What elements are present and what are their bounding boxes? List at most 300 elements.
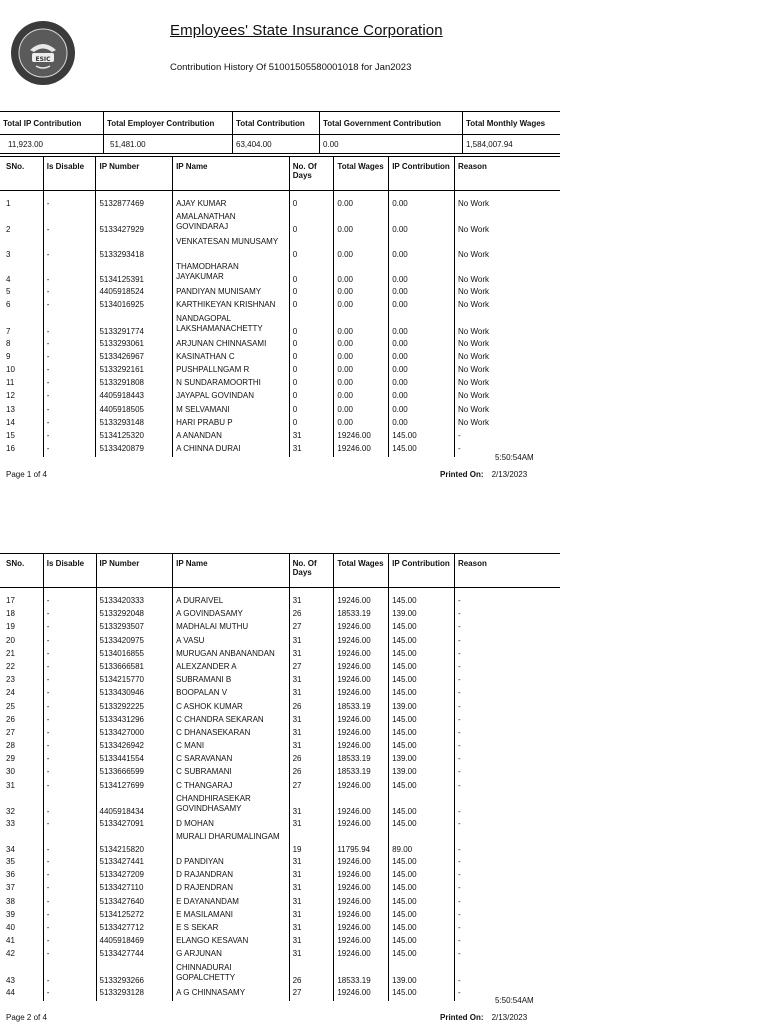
column-header: IP Number xyxy=(96,554,173,588)
spacer-cell xyxy=(96,191,173,200)
table-cell: 5134125272 xyxy=(96,910,173,923)
table-spacer-row xyxy=(0,191,560,200)
table-row xyxy=(0,649,560,662)
table-cell: 31 xyxy=(289,431,334,444)
table-cell: - xyxy=(454,596,560,609)
table-cell: C THANGARAJ xyxy=(173,781,289,794)
table-cell: 5134215820 xyxy=(96,832,173,857)
column-header: IP Contribution xyxy=(389,157,455,191)
table-cell: 31 xyxy=(289,596,334,609)
table-cell: 0.00 xyxy=(389,378,455,391)
totals-value: 63,404.00 xyxy=(233,135,320,154)
table-row xyxy=(0,781,560,794)
table-cell: - xyxy=(454,819,560,832)
table-cell: C MANI xyxy=(173,741,289,754)
table-cell: 0.00 xyxy=(389,314,455,339)
table-cell: 19 xyxy=(289,832,334,857)
table-row xyxy=(0,715,560,728)
table-cell: 5133427929 xyxy=(96,212,173,237)
table-cell: - xyxy=(43,596,96,609)
spacer-cell xyxy=(289,191,334,200)
table-cell: 20 xyxy=(6,635,15,645)
table-cell: 36 xyxy=(6,870,15,880)
table-cell: - xyxy=(43,622,96,635)
table-cell: 5134016925 xyxy=(96,300,173,313)
table-cell: 18533.19 xyxy=(334,609,389,622)
table-cell: 10 xyxy=(6,364,15,374)
table-cell: 31 xyxy=(289,715,334,728)
table-cell: 89.00 xyxy=(389,832,455,857)
column-header: No. Of Days xyxy=(289,554,334,588)
table-cell: 5133420975 xyxy=(96,636,173,649)
table-cell: - xyxy=(43,688,96,701)
table-cell: 19246.00 xyxy=(334,910,389,923)
table-cell: - xyxy=(43,897,96,910)
table-cell: - xyxy=(454,832,560,857)
table-cell: PANDIYAN MUNISAMY xyxy=(173,287,290,300)
table-cell: 0.00 xyxy=(389,287,455,300)
table-cell: - xyxy=(43,923,96,936)
table-cell: 5132877469 xyxy=(96,199,173,212)
table-cell: 28 xyxy=(6,741,15,751)
table-cell: KASINATHAN C xyxy=(173,352,290,365)
table-cell: 27 xyxy=(289,781,334,794)
table-cell: 5133426942 xyxy=(96,741,173,754)
totals-value: 51,481.00 xyxy=(104,135,233,154)
table-cell: - xyxy=(43,391,96,404)
table-cell: 145.00 xyxy=(389,431,455,444)
table-cell: 0 xyxy=(289,352,334,365)
table-cell: 19246.00 xyxy=(334,636,389,649)
table-cell: 0.00 xyxy=(334,352,389,365)
table-cell: 19246.00 xyxy=(334,949,389,962)
totals-header: Total Government Contribution xyxy=(320,112,463,135)
table-cell: 5133293507 xyxy=(96,622,173,635)
column-header: Total Wages xyxy=(334,554,389,588)
table-cell: - xyxy=(455,431,560,444)
printed-on-label: Printed On: xyxy=(440,1013,484,1022)
table-cell: CHINNADURAI GOPALCHETTY xyxy=(173,963,289,988)
table-cell: 19246.00 xyxy=(334,794,389,819)
table-cell: 8 xyxy=(6,338,11,348)
table-cell: 26 xyxy=(289,767,334,780)
table-cell: 34 xyxy=(6,845,15,854)
table-cell: 18533.19 xyxy=(334,702,389,715)
table-cell: E MASILAMANI xyxy=(173,910,289,923)
column-header: SNo. xyxy=(0,554,43,588)
table-cell: 19246.00 xyxy=(334,741,389,754)
printed-on xyxy=(440,1013,527,1022)
table-cell: - xyxy=(454,857,560,870)
table-cell: - xyxy=(454,622,560,635)
table-cell: 4405918434 xyxy=(96,794,173,819)
totals-header: Total Contribution xyxy=(233,112,320,135)
table-cell: - xyxy=(454,767,560,780)
table-cell: - xyxy=(43,883,96,896)
table-row xyxy=(0,897,560,910)
table-cell: 5133293266 xyxy=(96,963,173,988)
table-cell: 0.00 xyxy=(334,378,389,391)
table-cell: 27 xyxy=(289,662,334,675)
table-cell: 145.00 xyxy=(389,662,455,675)
table-cell: NANDAGOPAL LAKSHAMANACHETTY xyxy=(173,314,290,339)
table-row xyxy=(0,883,560,896)
table-cell: 30 xyxy=(6,767,15,777)
table-cell: 0.00 xyxy=(334,405,389,418)
table-cell: SUBRAMANI B xyxy=(173,675,289,688)
table-cell: No Work xyxy=(455,199,560,212)
table-cell: 0.00 xyxy=(389,212,455,237)
table-cell: C SUBRAMANI xyxy=(173,767,289,780)
table-row xyxy=(0,688,560,701)
totals-header: Total Employer Contribution xyxy=(104,112,233,135)
table-cell: 5133427209 xyxy=(96,870,173,883)
column-header: SNo. xyxy=(0,157,43,191)
table-cell: 31 xyxy=(289,910,334,923)
table-cell: 26 xyxy=(289,702,334,715)
spacer-cell xyxy=(0,588,43,597)
table-row xyxy=(0,596,560,609)
table-cell: 0 xyxy=(289,378,334,391)
totals-table xyxy=(0,111,560,154)
table-cell: 145.00 xyxy=(389,715,455,728)
table-cell: 16 xyxy=(6,444,15,454)
table-cell: 31 xyxy=(289,794,334,819)
table-cell: No Work xyxy=(455,314,560,339)
table-cell: 14 xyxy=(6,417,15,427)
table-cell: 145.00 xyxy=(389,870,455,883)
table-cell: 42 xyxy=(6,949,15,959)
table-cell: 145.00 xyxy=(389,444,455,457)
table-cell: 15 xyxy=(6,430,15,440)
table-cell: - xyxy=(454,754,560,767)
table-cell: 18533.19 xyxy=(334,754,389,767)
table-cell: 9 xyxy=(6,351,11,361)
table-cell: 0.00 xyxy=(389,352,455,365)
table-cell: - xyxy=(43,378,96,391)
table-row xyxy=(0,870,560,883)
table-cell: - xyxy=(43,963,96,988)
table-cell: 19246.00 xyxy=(334,688,389,701)
column-header: Total Wages xyxy=(334,157,389,191)
table-cell: 19246.00 xyxy=(334,819,389,832)
table-cell: 145.00 xyxy=(389,949,455,962)
table-cell: 25 xyxy=(6,701,15,711)
table-cell: 4405918524 xyxy=(96,287,173,300)
table-cell: 11 xyxy=(6,378,15,388)
table-cell: 31 xyxy=(289,857,334,870)
table-cell: 2 xyxy=(6,225,11,235)
table-cell: - xyxy=(454,636,560,649)
table-row xyxy=(0,767,560,780)
table-cell: No Work xyxy=(455,378,560,391)
table-cell: No Work xyxy=(455,391,560,404)
table-cell: 0.00 xyxy=(389,339,455,352)
table-cell: 44 xyxy=(6,987,15,997)
table-cell: 0.00 xyxy=(334,314,389,339)
table-cell: 26 xyxy=(289,754,334,767)
table-cell: - xyxy=(43,287,96,300)
table-cell: 145.00 xyxy=(389,883,455,896)
table-cell: 145.00 xyxy=(389,596,455,609)
table-cell: 31 xyxy=(289,923,334,936)
table-cell: 27 xyxy=(289,988,334,1001)
table-row xyxy=(0,365,560,378)
table-cell: AJAY KUMAR xyxy=(173,199,290,212)
table-cell: - xyxy=(454,936,560,949)
table-row xyxy=(0,199,560,212)
table-row xyxy=(0,741,560,754)
table-cell: 0.00 xyxy=(334,365,389,378)
table-cell: No Work xyxy=(455,287,560,300)
table-cell: 0 xyxy=(289,405,334,418)
spacer-cell xyxy=(96,588,173,597)
table-row xyxy=(0,339,560,352)
table-cell: 31 xyxy=(289,444,334,457)
table-cell: HARI PRABU P xyxy=(173,418,290,431)
table-cell: 0 xyxy=(289,212,334,237)
table-cell: - xyxy=(454,794,560,819)
table-cell: - xyxy=(454,715,560,728)
table-row xyxy=(0,754,560,767)
table-cell: - xyxy=(455,444,560,457)
totals-value: 0.00 xyxy=(320,135,463,154)
table-cell: No Work xyxy=(455,339,560,352)
table-cell: 31 xyxy=(6,780,15,790)
table-row xyxy=(0,622,560,635)
table-cell: 5134215770 xyxy=(96,675,173,688)
column-header: IP Name xyxy=(173,157,290,191)
table-body xyxy=(0,191,560,458)
table-cell: 5133431296 xyxy=(96,715,173,728)
table-cell: No Work xyxy=(455,418,560,431)
table-cell: 22 xyxy=(6,661,15,671)
table-cell: 19246.00 xyxy=(334,857,389,870)
table-cell: CHANDHIRASEKAR GOVINDHASAMY xyxy=(173,794,289,819)
spacer-cell xyxy=(0,191,43,200)
table-cell: MURUGAN ANBANANDAN xyxy=(173,649,289,662)
table-cell: - xyxy=(454,728,560,741)
table-cell: - xyxy=(43,636,96,649)
table-cell: 0.00 xyxy=(389,199,455,212)
spacer-cell xyxy=(334,588,389,597)
totals-header-row xyxy=(0,112,560,135)
printed-on-date: 2/13/2023 xyxy=(491,1013,528,1022)
spacer-cell xyxy=(389,588,455,597)
table-cell: 5 xyxy=(6,287,11,297)
table-cell: No Work xyxy=(455,352,560,365)
table-cell: D RAJENDRAN xyxy=(173,883,289,896)
column-header: Is Disable xyxy=(43,157,96,191)
table-cell: - xyxy=(43,314,96,339)
table-cell: 21 xyxy=(6,648,15,658)
table-cell: 40 xyxy=(6,922,15,932)
table-cell: 0 xyxy=(289,237,334,262)
table-cell: No Work xyxy=(455,262,560,287)
table-cell: JAYAPAL GOVINDAN xyxy=(173,391,290,404)
table-cell: - xyxy=(454,781,560,794)
table-cell: 19246.00 xyxy=(334,870,389,883)
table-cell: 3 xyxy=(6,250,11,260)
printed-on-label: Printed On: xyxy=(440,470,484,479)
table-row xyxy=(0,287,560,300)
table-cell: 0.00 xyxy=(334,199,389,212)
table-cell: - xyxy=(454,949,560,962)
table-row xyxy=(0,237,560,262)
table-cell: - xyxy=(43,767,96,780)
table-cell: 5133292048 xyxy=(96,609,173,622)
table-cell: 139.00 xyxy=(389,767,455,780)
table-cell: No Work xyxy=(455,300,560,313)
table-row xyxy=(0,212,560,237)
table-cell: 145.00 xyxy=(389,781,455,794)
table-cell: 5133426967 xyxy=(96,352,173,365)
table-cell: 38 xyxy=(6,896,15,906)
table-cell: 5134125391 xyxy=(96,262,173,287)
table-cell: 19246.00 xyxy=(334,675,389,688)
table-cell: 41 xyxy=(6,936,15,946)
table-cell: 19246.00 xyxy=(334,988,389,1001)
table-cell: - xyxy=(43,832,96,857)
table-cell: 7 xyxy=(6,326,11,336)
table-cell: 145.00 xyxy=(389,923,455,936)
table-cell: C SARAVANAN xyxy=(173,754,289,767)
table-row xyxy=(0,675,560,688)
table-row xyxy=(0,391,560,404)
table-cell: 19246.00 xyxy=(334,662,389,675)
table-cell: 5133666581 xyxy=(96,662,173,675)
table-row xyxy=(0,819,560,832)
table-cell: C DHANASEKARAN xyxy=(173,728,289,741)
table-cell: - xyxy=(43,870,96,883)
spacer-cell xyxy=(43,191,96,200)
table-cell: 0.00 xyxy=(334,300,389,313)
table-cell: 4405918505 xyxy=(96,405,173,418)
table-cell: ELANGO KESAVAN xyxy=(173,936,289,949)
table-cell: - xyxy=(43,199,96,212)
table-cell: 5133420879 xyxy=(96,444,173,457)
table-cell: KARTHIKEYAN KRISHNAN xyxy=(173,300,290,313)
table-cell: 31 xyxy=(289,688,334,701)
table-cell: 0 xyxy=(289,339,334,352)
table-cell: VENKATESAN MUNUSAMY xyxy=(173,237,290,262)
table-cell: 5133427110 xyxy=(96,883,173,896)
spacer-cell xyxy=(173,588,289,597)
table-cell: - xyxy=(43,715,96,728)
table-cell: 31 xyxy=(289,819,334,832)
table-row xyxy=(0,936,560,949)
table-cell: A VASU xyxy=(173,636,289,649)
table-cell: - xyxy=(43,365,96,378)
table-cell: - xyxy=(43,300,96,313)
table-cell: - xyxy=(43,949,96,962)
table-cell: 0 xyxy=(289,418,334,431)
table-cell: - xyxy=(43,431,96,444)
print-time: 5:50:54AM xyxy=(495,453,534,462)
table-cell: 5133291774 xyxy=(96,314,173,339)
contribution-table-page-1 xyxy=(0,156,560,457)
printed-on xyxy=(440,470,527,479)
table-cell: 0.00 xyxy=(334,212,389,237)
column-header: IP Contribution xyxy=(389,554,455,588)
table-cell: 33 xyxy=(6,818,15,828)
table-cell: 145.00 xyxy=(389,988,455,1001)
table-row xyxy=(0,431,560,444)
table-cell: 19246.00 xyxy=(334,715,389,728)
table-cell: - xyxy=(43,444,96,457)
table-row xyxy=(0,609,560,622)
table-cell: - xyxy=(43,741,96,754)
table-cell: 139.00 xyxy=(389,963,455,988)
table-row xyxy=(0,636,560,649)
table-cell: 18 xyxy=(6,609,15,619)
table-cell: 0.00 xyxy=(389,391,455,404)
table-cell: 23 xyxy=(6,675,15,685)
table-cell: - xyxy=(43,702,96,715)
table-cell: No Work xyxy=(455,237,560,262)
table-cell: 31 xyxy=(289,741,334,754)
table-cell: 145.00 xyxy=(389,675,455,688)
table-row xyxy=(0,988,560,1001)
table-cell: 0.00 xyxy=(334,287,389,300)
table-cell: 0.00 xyxy=(334,262,389,287)
table-cell: - xyxy=(43,819,96,832)
table-cell: - xyxy=(43,754,96,767)
table-cell: 5133293418 xyxy=(96,237,173,262)
table-row xyxy=(0,352,560,365)
table-cell: 5133666599 xyxy=(96,767,173,780)
table-cell: PUSHPALLNGAM R xyxy=(173,365,290,378)
table-cell: 145.00 xyxy=(389,897,455,910)
table-cell: M SELVAMANI xyxy=(173,405,290,418)
table-cell: 0.00 xyxy=(389,262,455,287)
table-cell: E S SEKAR xyxy=(173,923,289,936)
table-cell: ALEXZANDER A xyxy=(173,662,289,675)
table-body xyxy=(0,588,560,1001)
table-cell: 0.00 xyxy=(334,418,389,431)
table-cell: 26 xyxy=(289,963,334,988)
table-cell: 31 xyxy=(289,649,334,662)
column-header-row xyxy=(0,554,560,588)
table-cell: - xyxy=(454,883,560,896)
table-cell: 24 xyxy=(6,688,15,698)
table-cell: 5133427441 xyxy=(96,857,173,870)
table-cell: 19246.00 xyxy=(334,897,389,910)
totals-header: Total Monthly Wages xyxy=(463,112,561,135)
table-cell: THAMODHARAN JAYAKUMAR xyxy=(173,262,290,287)
table-cell: 19246.00 xyxy=(334,781,389,794)
table-cell: 0.00 xyxy=(389,405,455,418)
table-cell: 0.00 xyxy=(389,418,455,431)
table-row xyxy=(0,314,560,339)
table-cell: No Work xyxy=(455,365,560,378)
table-cell: - xyxy=(454,702,560,715)
table-cell: 145.00 xyxy=(389,622,455,635)
spacer-cell xyxy=(334,191,389,200)
table-row xyxy=(0,444,560,457)
table-cell: 19246.00 xyxy=(334,883,389,896)
table-cell: 145.00 xyxy=(389,910,455,923)
table-cell: 0 xyxy=(289,365,334,378)
table-cell: D MOHAN xyxy=(173,819,289,832)
totals-value: 11,923.00 xyxy=(0,135,104,154)
printed-on-date: 2/13/2023 xyxy=(491,470,528,479)
table-cell: 43 xyxy=(6,975,15,985)
table-cell: D PANDIYAN xyxy=(173,857,289,870)
table-row xyxy=(0,728,560,741)
totals-header: Total IP Contribution xyxy=(0,112,104,135)
table-cell: - xyxy=(43,662,96,675)
